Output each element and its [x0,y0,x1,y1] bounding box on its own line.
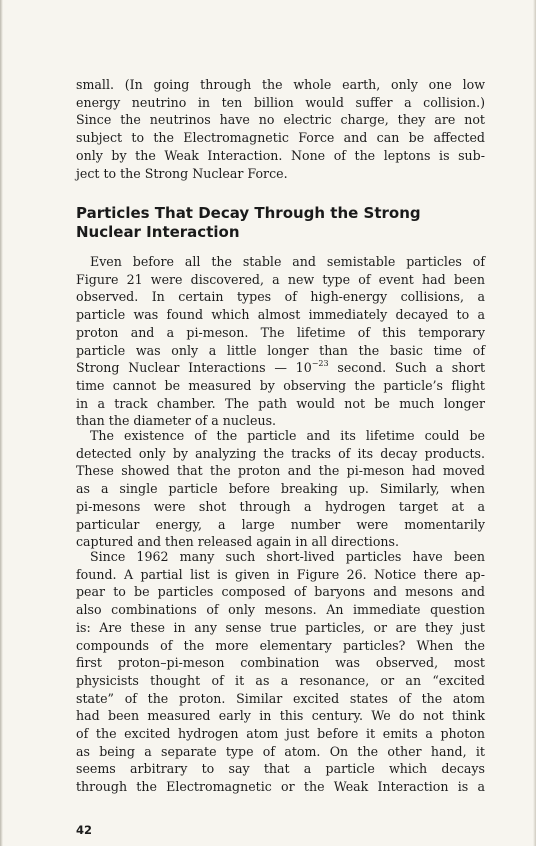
text-line: observed. In certain types of high-energy collisions, a [76,289,485,305]
paragraph-discovery [76,253,485,430]
text-line: Figure 21 were discovered, a new type of event had been [76,271,485,287]
text-line: through the Electromagnetic or the Weak Interaction is a [76,779,485,795]
heading-line: Particles That Decay Through the Strong [76,204,421,222]
text-line: of the excited hydrogen atom just before it emits a photon [76,726,485,742]
paragraph-decay-products [76,427,485,551]
heading-line: Nuclear Interaction [76,223,240,241]
text-line: Since the neutrinos have no electric charge, they are not [76,112,485,128]
text-line: state” of the proton. Similar excited states of the atom [76,690,485,706]
text-line: in a track chamber. The path would not be much longer [76,395,485,411]
text-line: Since 1962 many such short-lived particles have been [90,549,485,564]
exponent: −23 [311,359,329,369]
page-number: 42 [76,823,93,837]
text-line: captured and then released again in all directions. [76,534,399,550]
text-line: compounds of the more elementary particles? When the [76,637,485,653]
text-line: detected only by analyzing the tracks of its decay products. [76,445,485,461]
text-line: time cannot be measured by observing the particle’s flight [76,377,485,393]
page-left-edge [0,0,3,846]
text-line: as a single particle before breaking up. Similarly, when [76,481,485,497]
text-line: proton and a pi-meson. The lifetime of this temporary [76,324,485,340]
text-line: also combinations of only mesons. An immediate question [76,602,485,618]
text-line: as being a separate type of atom. On the other hand, it [76,743,485,759]
section-heading [76,204,485,242]
text-line: The existence of the particle and its lifetime could be [90,428,485,443]
text-line: first proton–pi-meson combination was observed, most [76,655,485,671]
text-line: small. (In going through the whole earth, only one low [76,77,485,92]
text-line: than the diameter of a nucleus. [76,413,277,429]
text-line: energy neutrino in ten billion would suffer a collision.) [76,94,485,110]
text-line: found. A partial list is given in Figure 26. Notice there ap- [76,566,485,582]
text-line: had been measured early in this century. We do not think [76,708,485,724]
paragraph-neutrinos [76,76,485,182]
text-fragment: second. Such a short [337,360,486,376]
text-fragment: Strong Nuclear Interactions — 10 [76,360,312,376]
text-line: subject to the Electromagnetic Force and can be affected [76,130,485,146]
text-line: pear to be particles composed of baryons and mesons and [76,584,485,600]
text-line: particle was found which almost immediately decayed to a [76,307,485,323]
text-line: Even before all the stable and semistable particles of [90,254,485,269]
text-line: is: Are these in any sense true particles, or are they just [76,619,485,635]
text-line: particle was only a little longer than the basic time of [76,342,485,358]
text-line: only by the Weak Interaction. None of the leptons is sub- [76,147,485,163]
text-line: seems arbitrary to say that a particle which decays [76,761,485,777]
text-line: physicists thought of it as a resonance, or an “excited [76,672,485,688]
text-line: particular energy, a large number were momentarily [76,516,485,532]
text-line-with-exponent [76,359,485,377]
paragraph-resonances [76,548,485,796]
text-line: These showed that the proton and the pi-meson had moved [76,463,485,479]
text-line: pi-mesons were shot through a hydrogen target at a [76,498,485,514]
text-line: ject to the Strong Nuclear Force. [76,165,288,181]
